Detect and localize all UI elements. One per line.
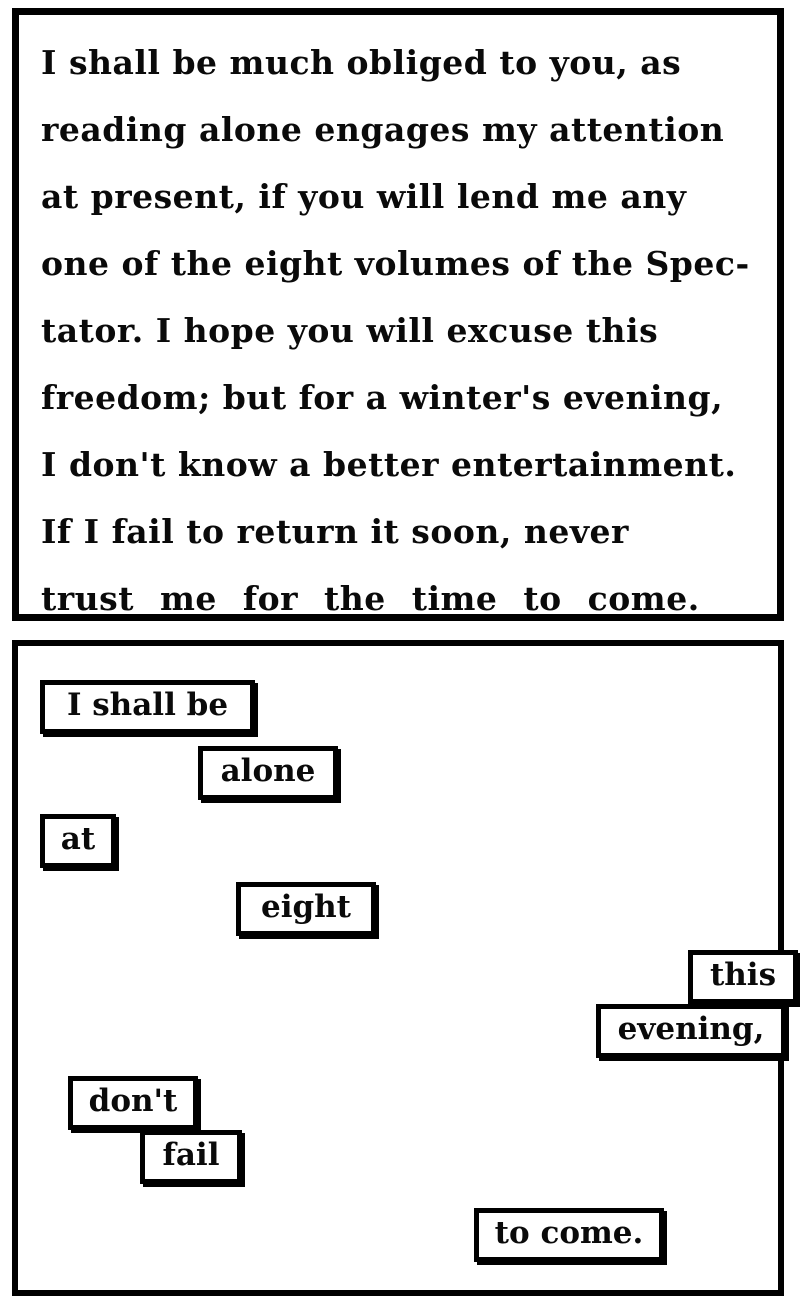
letter-word: trust [41, 579, 134, 618]
cipher-chip-label: this [709, 957, 777, 993]
cipher-chip [140, 1130, 242, 1184]
letter-word: of [522, 244, 560, 283]
cipher-chip-label: I shall be [66, 687, 229, 723]
letter-word: I [41, 445, 57, 484]
letter-word: to [499, 43, 538, 82]
letter-word: me [551, 177, 609, 216]
letter-word: tator. [41, 311, 144, 350]
cipher-chip [474, 1208, 664, 1262]
letter-word: entertainment. [451, 445, 737, 484]
letter-word: for [242, 579, 298, 618]
letter-word: my [481, 110, 538, 149]
letter-word: this [585, 311, 659, 350]
letter-word: I [155, 311, 172, 350]
cipher-chip [40, 680, 255, 734]
letter-line [41, 565, 759, 632]
letter-word: know [177, 445, 278, 484]
letter-panel [12, 8, 784, 621]
letter-word: attention [549, 110, 725, 149]
letter-word: I [41, 43, 57, 82]
letter-word: return [236, 512, 359, 551]
cipher-chip [198, 746, 338, 800]
cipher-chip-label: to come. [494, 1215, 644, 1251]
letter-word: me [159, 579, 217, 618]
letter-word: one [41, 244, 110, 283]
cipher-chip [68, 1076, 198, 1130]
cipher-panel [12, 640, 784, 1296]
letter-word: evening, [562, 378, 724, 417]
letter-word: you, [549, 43, 629, 82]
letter-word: the [170, 244, 233, 283]
letter-line [41, 96, 759, 163]
letter-text-block [41, 29, 759, 618]
cipher-chip [40, 814, 116, 868]
cipher-chip-label: at [60, 821, 96, 857]
letter-word: you [287, 311, 355, 350]
letter-word: present, [90, 177, 247, 216]
letter-line [41, 297, 759, 364]
letter-word: soon, [411, 512, 512, 551]
letter-word: engages [314, 110, 470, 149]
letter-word: reading [41, 110, 187, 149]
letter-word: the [571, 244, 634, 283]
letter-line [41, 498, 759, 565]
letter-word: time [411, 579, 498, 618]
letter-word: to [186, 512, 225, 551]
letter-word: for [298, 378, 354, 417]
letter-word: will [366, 311, 435, 350]
cipher-chip-label: evening, [617, 1011, 765, 1047]
letter-word: winter's [399, 378, 551, 417]
letter-word: to [523, 579, 562, 618]
letter-line [41, 230, 759, 297]
letter-line [41, 364, 759, 431]
letter-word: never [523, 512, 629, 551]
letter-word: lend [456, 177, 540, 216]
letter-word: as [640, 43, 682, 82]
letter-word: volumes [354, 244, 511, 283]
letter-word: come. [587, 579, 700, 618]
letter-word: a [289, 445, 312, 484]
letter-word: I [83, 512, 100, 551]
letter-word: freedom; [41, 378, 211, 417]
cipher-chip-label: don't [88, 1083, 178, 1119]
letter-word: hope [183, 311, 276, 350]
letter-word: better [323, 445, 439, 484]
letter-word: alone [198, 110, 303, 149]
letter-word: you [298, 177, 365, 216]
cipher-chip [688, 950, 798, 1004]
letter-word: Spec- [645, 244, 750, 283]
letter-word: but [222, 378, 287, 417]
cipher-chip-label: fail [162, 1137, 220, 1173]
letter-line [41, 431, 759, 498]
letter-word: if [258, 177, 287, 216]
cipher-chip-label: alone [220, 753, 316, 789]
cipher-chip [236, 882, 376, 936]
letter-word: it [370, 512, 400, 551]
letter-word: obliged [346, 43, 488, 82]
letter-word: fail [111, 512, 175, 551]
cipher-chip [596, 1004, 786, 1058]
letter-word: the [323, 579, 386, 618]
letter-word: a [365, 378, 388, 417]
letter-word: much [229, 43, 335, 82]
letter-word: shall [68, 43, 161, 82]
letter-word: will [376, 177, 445, 216]
letter-word: excuse [446, 311, 574, 350]
letter-line [41, 163, 759, 230]
letter-word: If [41, 512, 72, 551]
letter-word: of [121, 244, 159, 283]
letter-word: don't [68, 445, 166, 484]
letter-word: eight [244, 244, 343, 283]
letter-word: be [172, 43, 218, 82]
letter-line [41, 29, 759, 96]
letter-word: any [620, 177, 687, 216]
cipher-chip-label: eight [260, 889, 352, 925]
letter-word: at [41, 177, 79, 216]
